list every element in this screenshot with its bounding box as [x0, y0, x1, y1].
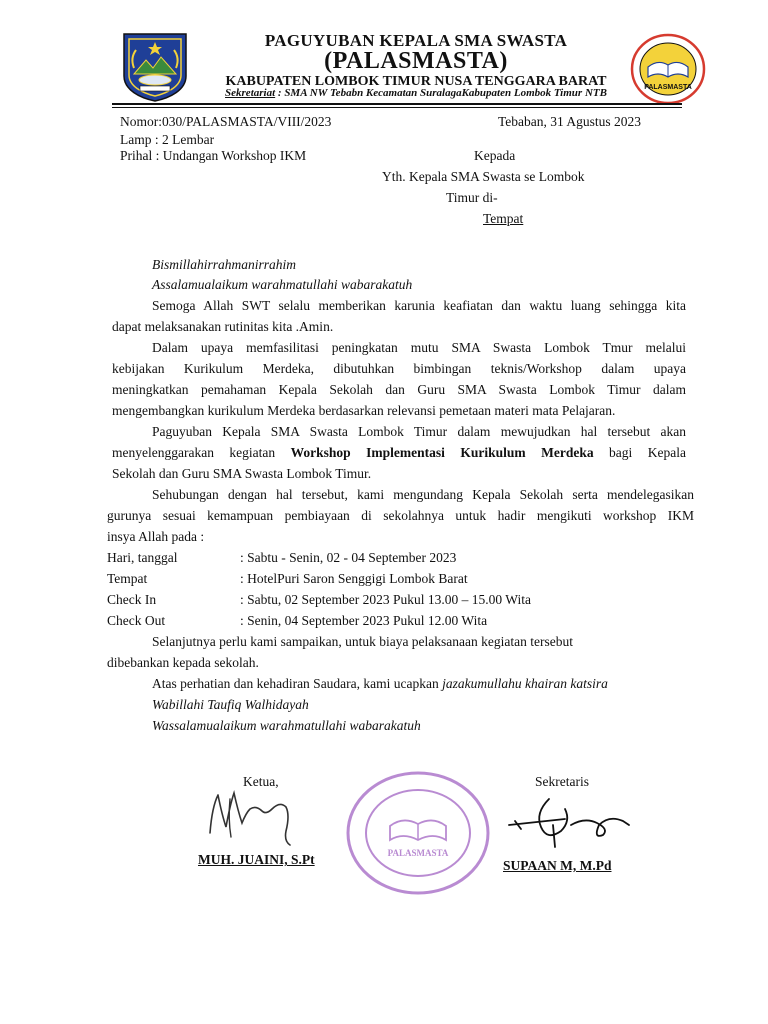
- opening-basmalah: Bismillahirrahmanirrahim: [152, 257, 297, 272]
- paragraph-4-line-2: gurunya sesuai kemampuan pembiayaan di sekolahnya untuk hadir mengikuti workshop IKM: [107, 508, 694, 523]
- chair-title: Ketua,: [243, 774, 279, 789]
- chair-name: MUH. JUAINI, S.Pt: [198, 852, 315, 867]
- addressee-label: Kepada: [474, 148, 516, 163]
- palasmasta-logo-icon: [630, 33, 706, 105]
- recipient-line-2: Timur di-: [446, 190, 498, 205]
- header-divider-thin: [112, 107, 682, 108]
- secretariat-label: Sekretariat: [225, 87, 276, 99]
- paragraph-1-line-2: dapat melaksanakan rutinitas kita .Amin.: [112, 319, 334, 334]
- paragraph-5-line-2: dibebankan kepada sekolah.: [107, 655, 259, 670]
- paragraph-3-line-1: Paguyuban Kepala SMA Swasta Lombok Timur dalam mewujudkan hal tersebut akan: [152, 424, 686, 439]
- right-logo: [630, 33, 706, 105]
- org-name: PAGUYUBAN KEPALA SMA SWASTA: [264, 31, 568, 50]
- paragraph-4-line-1: Sehubungan dengan hal tersebut, kami mengundang Kepala Sekolah serta mendelegasikan: [152, 487, 694, 502]
- detail-label-place: Tempat: [107, 571, 148, 586]
- detail-value-check-in: : Sabtu, 02 September 2023 Pukul 13.00 – 15.00 Wita: [240, 592, 531, 607]
- secretary-title: Sekretaris: [535, 774, 589, 789]
- paragraph-6-thanks: jazakumullahu khairan katsira: [442, 676, 608, 691]
- recipient-line-1: Yth. Kepala SMA Swasta se Lombok: [382, 169, 585, 184]
- handwritten-signature-icon: [200, 785, 320, 850]
- paragraph-2-line-2: kebijakan Kurikulum Merdeka, dibutuhkan bimbingan teknis/Workshop dalam upaya: [112, 361, 686, 376]
- chair-signature: [200, 785, 320, 850]
- paragraph-3-line-2: [112, 443, 686, 463]
- paragraph-3-text-c: bagi Kepala: [593, 445, 686, 460]
- secretariat-address: : SMA NW Tebabn Kecamatan SuralagaKabupaten Lombok Timur NTB: [275, 87, 607, 99]
- org-abbreviation: (PALASMASTA): [324, 48, 508, 74]
- place-date: Tebaban, 31 Agustus 2023: [498, 114, 642, 129]
- detail-value-place: : HotelPuri Saron Senggigi Lombok Barat: [240, 571, 468, 586]
- org-region: KABUPATEN LOMBOK TIMUR NUSA TENGGARA BARAT: [225, 74, 607, 89]
- stamp-text: PALASMASTA: [387, 848, 449, 858]
- secretary-name: SUPAAN M, M.Pd: [503, 858, 612, 873]
- attachment-count: Lamp : 2 Lembar: [120, 132, 215, 147]
- letter-number: Nomor:030/PALASMASTA/VIII/2023: [120, 114, 332, 129]
- closing-greeting: Wassalamualaikum warahmatullahi wabarakatuh: [152, 718, 421, 733]
- paragraph-1-line-1: Semoga Allah SWT selalu memberikan karunia keafiatan dan waktu luang sehingga kita: [152, 298, 686, 313]
- right-logo-text: PALASMASTA: [644, 84, 692, 91]
- recipient-line-3: Tempat: [483, 211, 524, 226]
- detail-value-check-out: : Senin, 04 September 2023 Pukul 12.00 Wita: [240, 613, 488, 628]
- handwritten-signature-icon: [505, 795, 635, 850]
- secretary-signature: [505, 795, 635, 850]
- paragraph-6: [152, 674, 608, 694]
- detail-value-date: : Sabtu - Senin, 02 - 04 September 2023: [240, 550, 457, 565]
- official-stamp: [345, 770, 491, 896]
- stamp-icon: [345, 770, 491, 896]
- detail-label-check-out: Check Out: [107, 613, 166, 628]
- workshop-title: Workshop Implementasi Kurikulum Merdeka: [290, 445, 594, 460]
- paragraph-2-line-3: meningkatkan pemahaman Kepala Sekolah dan Guru SMA Swasta Lombok Timur dalam: [112, 382, 686, 397]
- detail-label-date: Hari, tanggal: [107, 550, 178, 565]
- paragraph-6-text: Atas perhatian dan kehadiran Saudara, kami ucapkan: [152, 676, 443, 691]
- header-divider-thick: [112, 103, 682, 105]
- detail-label-check-in: Check In: [107, 592, 157, 607]
- closing-taufiq: Wabillahi Taufiq Walhidayah: [152, 697, 309, 712]
- paragraph-3-line-3: Sekolah dan Guru SMA Swasta Lombok Timur.: [112, 466, 372, 481]
- paragraph-2-line-1: Dalam upaya memfasilitasi peningkatan mutu SMA Swasta Lombok Tmur melalui: [152, 340, 686, 355]
- subject: Prihal : Undangan Workshop IKM: [120, 148, 307, 163]
- paragraph-2-line-4: mengembangkan kurikulum Merdeka berdasarkan relevansi pemetaan materi mata Pelajaran.: [112, 403, 616, 418]
- paragraph-4-line-3: insya Allah pada :: [107, 529, 205, 544]
- opening-greeting: Assalamualaikum warahmatullahi wabarakatuh: [152, 277, 413, 292]
- paragraph-5-line-1: Selanjutnya perlu kami sampaikan, untuk biaya pelaksanaan kegiatan tersebut: [152, 634, 573, 649]
- paragraph-3-text-a: menyelenggarakan kegiatan: [112, 445, 291, 460]
